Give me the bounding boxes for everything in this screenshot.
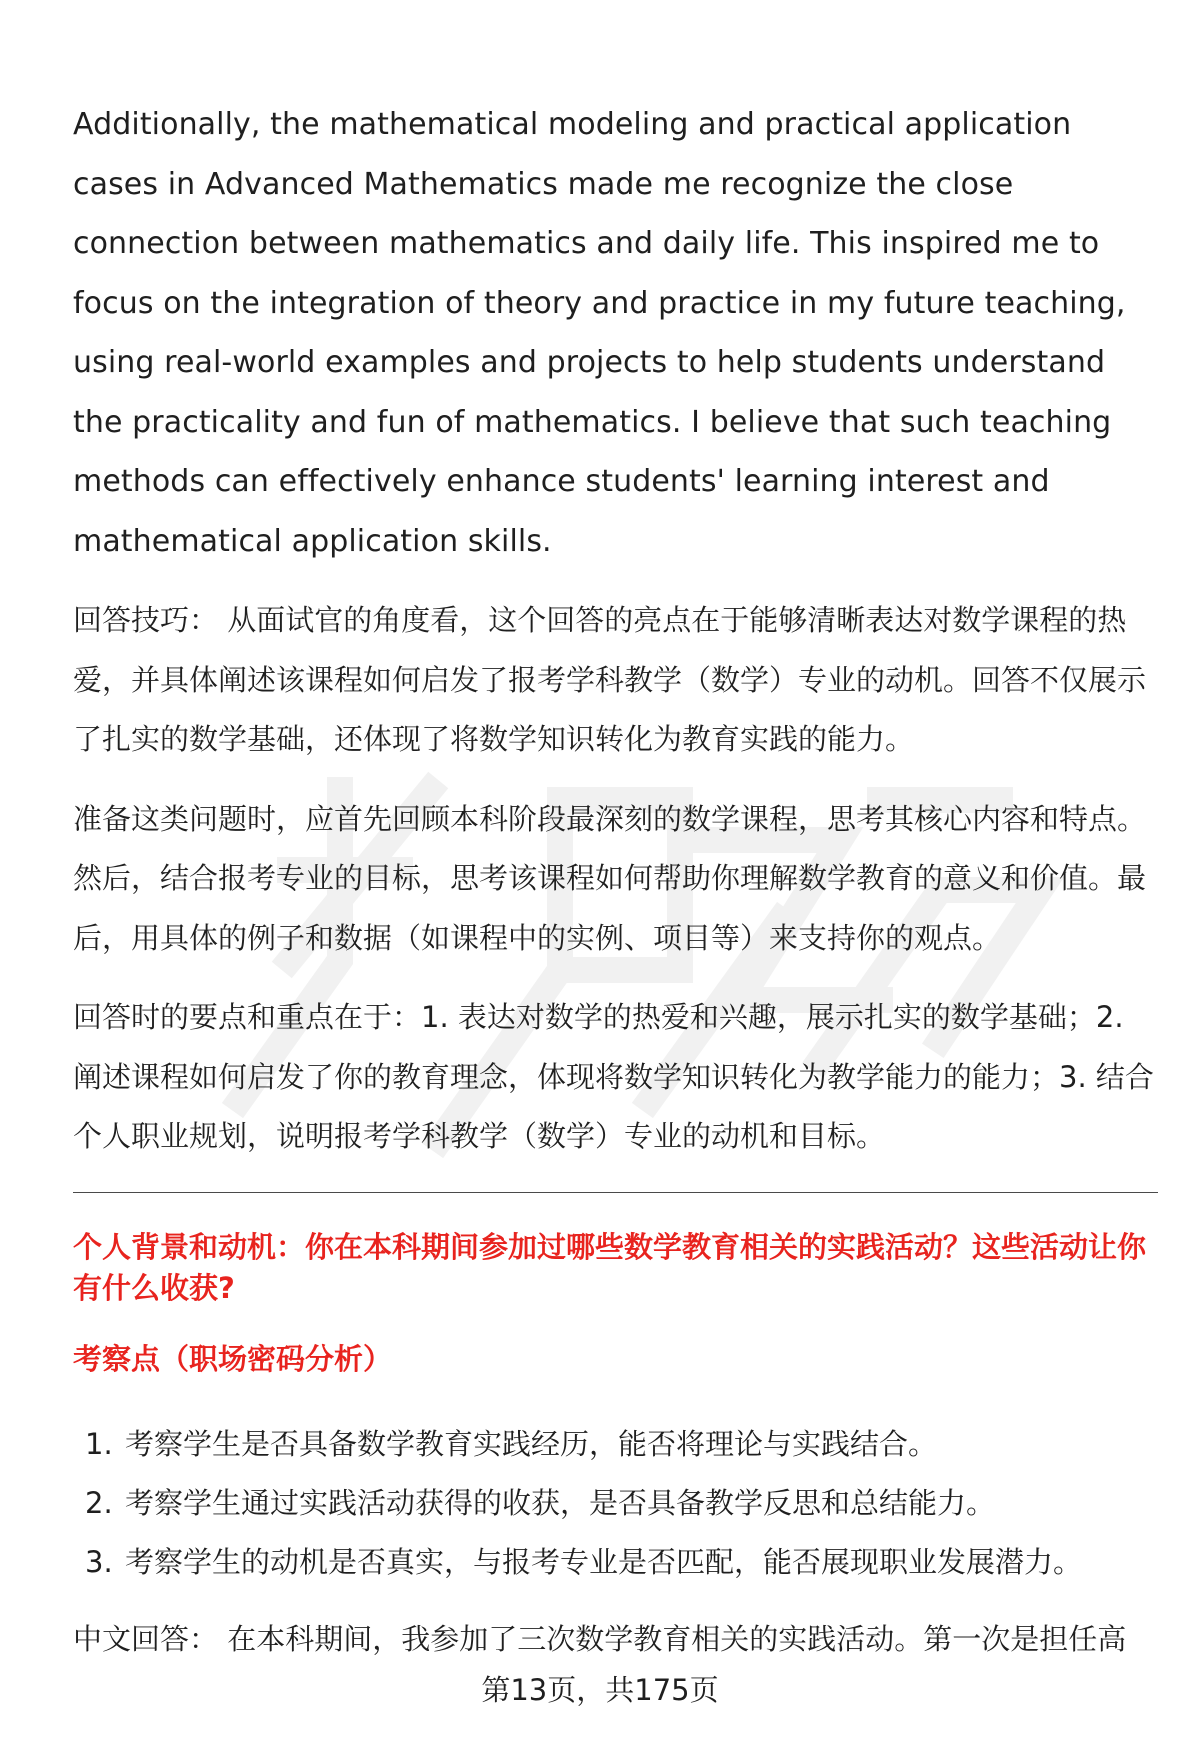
page-number: 第13页，共175页	[481, 1673, 719, 1707]
key-points-paragraph: 回答时的要点和重点在于：1. 表达对数学的热爱和兴趣，展示扎实的数学基础；2. 阐述课程如何启发了你的教育理念，体现将数学知识转化为教学能力的能力；3. 结合个人职业规划，说明报考学科教学（数学）专业的动机和目标。	[73, 1000, 1154, 1153]
question-heading: 个人背景和动机：你在本科期间参加过哪些数学教育相关的实践活动？这些活动让你有什么收获?	[73, 1229, 1147, 1305]
answer-tips-paragraph: 回答技巧： 从面试官的角度看，这个回答的亮点在于能够清晰表达对数学课程的热爱，并具体阐述该课程如何启发了报考学科教学（数学）专业的动机。回答不仅展示了扎实的数学基础，还体现了将数学知识转化为教育实践的能力。	[73, 603, 1147, 756]
list-item: 1. 考察学生是否具备数学教育实践经历，能否将理论与实践结合。	[85, 1426, 938, 1461]
section-divider	[73, 1192, 1158, 1193]
list-item: 3. 考察学生的动机是否真实，与报考专业是否匹配，能否展现职业发展潜力。	[85, 1544, 1083, 1579]
assessment-heading: 考察点（职场密码分析）	[73, 1341, 393, 1376]
list-item: 2. 考察学生通过实践活动获得的收获，是否具备教学反思和总结能力。	[85, 1485, 996, 1520]
preparation-paragraph: 准备这类问题时，应首先回顾本科阶段最深刻的数学课程，思考其核心内容和特点。然后，结合报考专业的目标，思考该课程如何帮助你理解数学教育的意义和价值。最后，用具体的例子和数据（如课程中的实例、项目等）来支持你的观点。	[73, 801, 1147, 955]
chinese-answer-start: 中文回答： 在本科期间，我参加了三次数学教育相关的实践活动。第一次是担任高	[73, 1621, 1127, 1656]
english-paragraph: Additionally, the mathematical modeling and practical application cases in Advanced Mathematics made me recognize the close connection between mathematics and daily life. This inspired me to focus on the integration of theory and practice in my future teaching, using real-world examples and projects to help students understand the practicality and fun of mathematics. I believe that such teaching methods can effectively enhance students' learning interest and mathematical application skills.	[73, 107, 1126, 559]
assessment-list	[73, 1415, 1158, 1592]
